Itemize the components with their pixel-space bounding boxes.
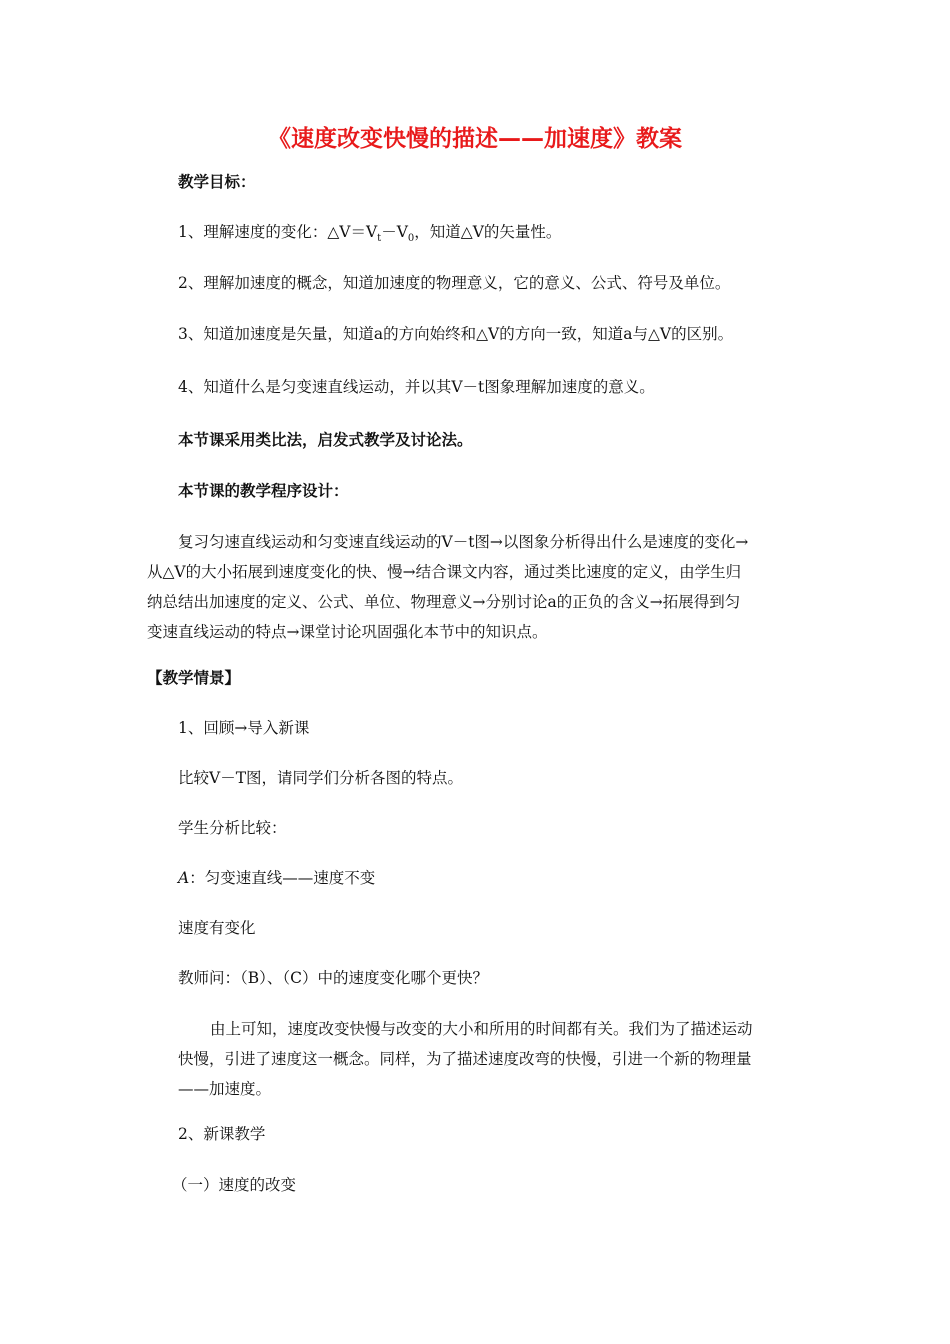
- scene-point-a-label: A: [178, 869, 190, 887]
- scene-heading: 【教学情景】: [147, 669, 241, 687]
- document-title: 《速度改变快慢的描述——加速度》教案: [268, 126, 682, 152]
- summary-line: ——加速度。: [178, 1080, 272, 1098]
- procedure-paragraph: [147, 557, 741, 647]
- scene-step-1: 1、回顾→导入新课: [178, 719, 310, 737]
- procedure-line: 变速直线运动的特点→课堂讨论巩固强化本节中的知识点。: [147, 623, 548, 641]
- objective-1: [178, 222, 561, 249]
- scene-point-a-text: ：匀变速直线——速度不变: [189, 869, 376, 887]
- scene-teacher-question: 教师问：（B）、（C）中的速度变化哪个更快？: [178, 969, 489, 987]
- scene-step-2: 2、新课教学: [178, 1125, 266, 1143]
- procedure-line: 从△V的大小拓展到速度变化的快、慢→结合课文内容，通过类比速度的定义，由学生归: [147, 563, 742, 581]
- section-velocity-change: （一）速度的改变: [172, 1176, 297, 1194]
- summary-line: 快慢，引进了速度这一概念。同样，为了描述速度改弯的快慢，引进一个新的物理量: [178, 1050, 752, 1068]
- objective-1-sub-0: 0: [407, 233, 415, 245]
- teaching-method: 本节课采用类比法，启发式教学及讨论法。: [178, 431, 473, 449]
- procedure-first-line: 复习匀速直线运动和匀变速直线运动的V－t图→以图象分析得出什么是速度的变化→: [178, 533, 749, 551]
- procedure-heading: 本节课的教学程序设计：: [178, 482, 349, 500]
- procedure-line: 纳总结出加速度的定义、公式、单位、物理意义→分别讨论a的正负的含义→拓展得到匀: [147, 593, 741, 611]
- scene-compare: 比较V－T图，请同学们分析各图的特点。: [178, 769, 464, 787]
- objective-1-pre: 1、理解速度的变化：△V＝V: [178, 223, 378, 241]
- scene-point-a: [178, 868, 375, 888]
- objective-1-post: ，知道△V的矢量性。: [414, 223, 562, 241]
- scene-velocity-changes: 速度有变化: [178, 919, 256, 937]
- objective-1-mid: －V: [381, 223, 408, 241]
- summary-first-line: 由上可知，速度改变快慢与改变的大小和所用的时间都有关。我们为了描述运动: [210, 1020, 753, 1038]
- objective-2: 2、理解加速度的概念，知道加速度的物理意义，它的意义、公式、符号及单位。: [178, 274, 731, 292]
- objective-3: 3、知道加速度是矢量，知道a的方向始终和△V的方向一致，知道a与△V的区别。: [178, 325, 734, 343]
- objective-1-sub-t: t: [377, 233, 382, 245]
- summary-paragraph: [178, 1044, 752, 1104]
- scene-student-analysis: 学生分析比较：: [178, 819, 287, 837]
- objectives-heading: 教学目标：: [178, 173, 256, 191]
- objective-4: 4、知道什么是匀变速直线运动，并以其V－t图象理解加速度的意义。: [178, 378, 655, 396]
